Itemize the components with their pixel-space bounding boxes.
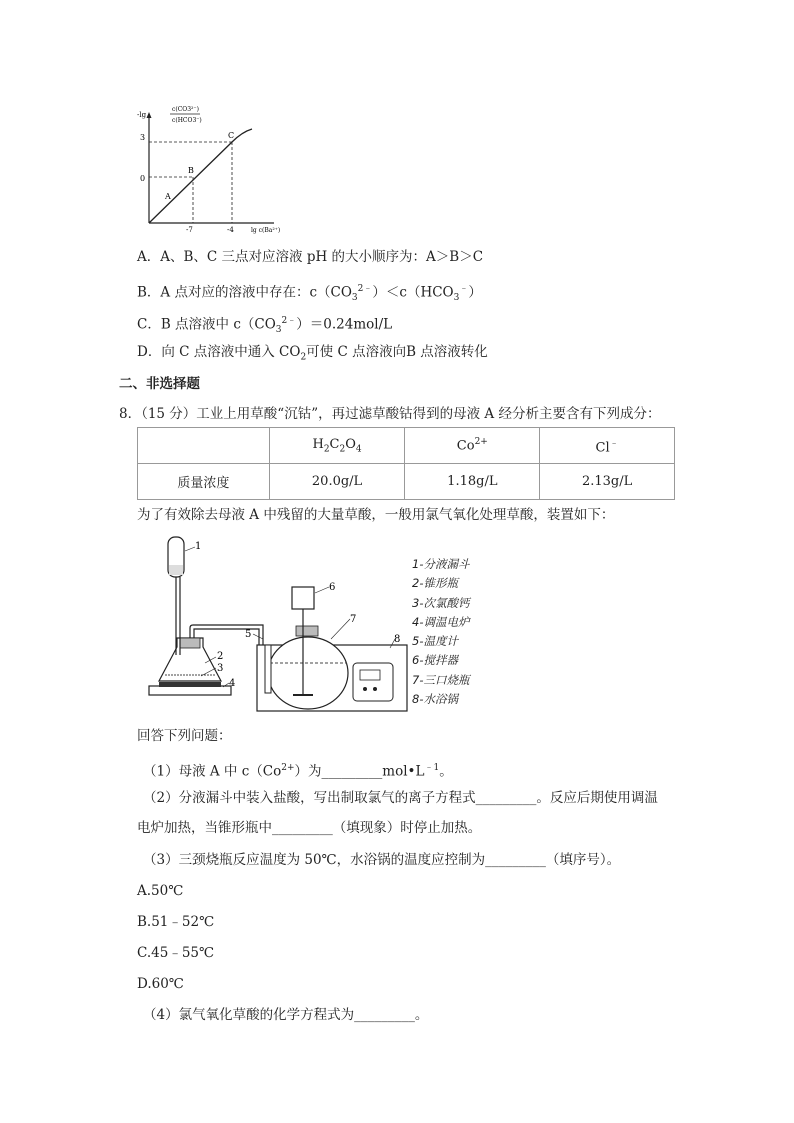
hot-plate-coil: [159, 682, 221, 687]
y-axis-label-numerator: c(CO3²⁻): [172, 106, 199, 113]
x-tick-neg7: -7: [186, 226, 193, 234]
point-a-label: A: [165, 192, 171, 201]
concentration-graph: [137, 100, 281, 235]
option-d: D．向 C 点溶液中通入 $CO_2$可使 C 点溶液向B 点溶液转化: [137, 344, 488, 363]
question-1: （1）母液 A 中 $c(Co^{2+})$为$\_\_\_\_\_\_\_\_\_mol•L^{﹣1}$。: [143, 763, 453, 780]
label-8: 8: [394, 634, 401, 645]
q3-option-a: A.50℃: [137, 883, 184, 899]
stirrer-motor: [292, 587, 314, 609]
table-cell-cl: 2.13g/L: [540, 464, 675, 500]
x-axis-label: lg c(Ba²⁺): [251, 227, 281, 234]
table-corner-cell: [138, 428, 270, 464]
legend-item: 7-三口烧瓶: [412, 672, 470, 687]
apparatus-diagram: [145, 535, 410, 715]
point-b-label: B: [188, 166, 194, 175]
answer-intro: 回答下列问题：: [137, 728, 232, 744]
legend-item: 1-分液漏斗: [412, 557, 470, 571]
label-2: 2: [217, 651, 224, 662]
apparatus-intro: 为了有效除去母液 A 中残留的大量草酸，一般用氯气氧化处理草酸，装置如下：: [137, 507, 615, 523]
y-tick-0: 0: [140, 174, 146, 183]
question-8-intro: 8．（15 分）工业上用草酸“沉钴”，再过滤草酸钴得到的母液 A 经分析主要含有下列成分：: [119, 406, 661, 422]
point-c-label: C: [228, 131, 235, 140]
legend-item: 6-搅拌器: [412, 653, 458, 668]
legend-item: 4-调温电炉: [412, 614, 470, 629]
bath-control-panel: [353, 663, 393, 701]
y-tick-3: 3: [140, 133, 146, 142]
table-header-cl: Cl﹣: [540, 428, 675, 464]
table-row-label: 质量浓度: [138, 464, 270, 500]
label-7: 7: [350, 614, 357, 625]
legend-item: 5-温度计: [412, 634, 458, 649]
option-b: B．A 点对应的溶液中存在：$c(CO_3^{2﹣})<c(HCO_3^﹣)$: [137, 284, 482, 304]
x-tick-neg4: -4: [227, 226, 234, 234]
y-axis-label-denominator: c(HCO3⁻): [172, 117, 202, 124]
option-c: C．B 点溶液中 $c(CO_3^{2﹣})=0.24mol/L$: [137, 316, 393, 336]
question-2-line-2: 电炉加热，当锥形瓶中_________（填现象）时停止加热。: [137, 820, 482, 836]
composition-table: [137, 427, 675, 500]
table-header-row: [138, 428, 675, 464]
question-4: （4）氯气氧化草酸的化学方程式为_________。: [143, 1007, 429, 1023]
label-4: 4: [229, 678, 236, 689]
q3-option-c: C.45﹣55℃: [137, 945, 215, 961]
label-6: 6: [329, 582, 336, 593]
apparatus-legend: [412, 555, 469, 709]
legend-item: 2-锥形瓶: [412, 576, 458, 591]
data-curve: [149, 129, 252, 223]
table-header-co: $Co^{2+}$: [405, 428, 540, 464]
table-cell-h2c2o4: 20.0g/L: [269, 464, 405, 500]
three-neck-flask: [268, 637, 348, 709]
flask-stopper: [180, 638, 200, 648]
section-title: 二、非选择题: [119, 376, 200, 392]
hot-plate: [149, 686, 231, 695]
table-header-h2c2o4: $H_2C_2O_4$: [269, 428, 405, 464]
q3-option-d: D.60℃: [137, 976, 184, 992]
label-3: 3: [217, 663, 224, 674]
y-axis-label-prefix: -lg: [137, 111, 147, 119]
option-a: A．A、B、C 三点对应溶液 pH 的大小顺序为：A＞B＞C: [137, 249, 484, 265]
y-axis-arrow: [147, 112, 152, 118]
q3-option-b: B.51﹣52℃: [137, 914, 215, 930]
table-cell-co: 1.18g/L: [405, 464, 540, 500]
legend-item: 8-水浴锅: [412, 692, 458, 707]
label-1: 1: [195, 541, 202, 552]
legend-item: 3-次氯酸钙: [412, 595, 470, 610]
label-5: 5: [245, 629, 252, 640]
question-3: （3）三颈烧瓶反应温度为 50℃，水浴锅的温度应控制为_________（填序号）。: [143, 852, 621, 868]
table-row: [138, 464, 675, 500]
question-2-line-1: （2）分液漏斗中装入盐酸，写出制取氯气的离子方程式_________。反应后期使用调温: [143, 790, 658, 806]
